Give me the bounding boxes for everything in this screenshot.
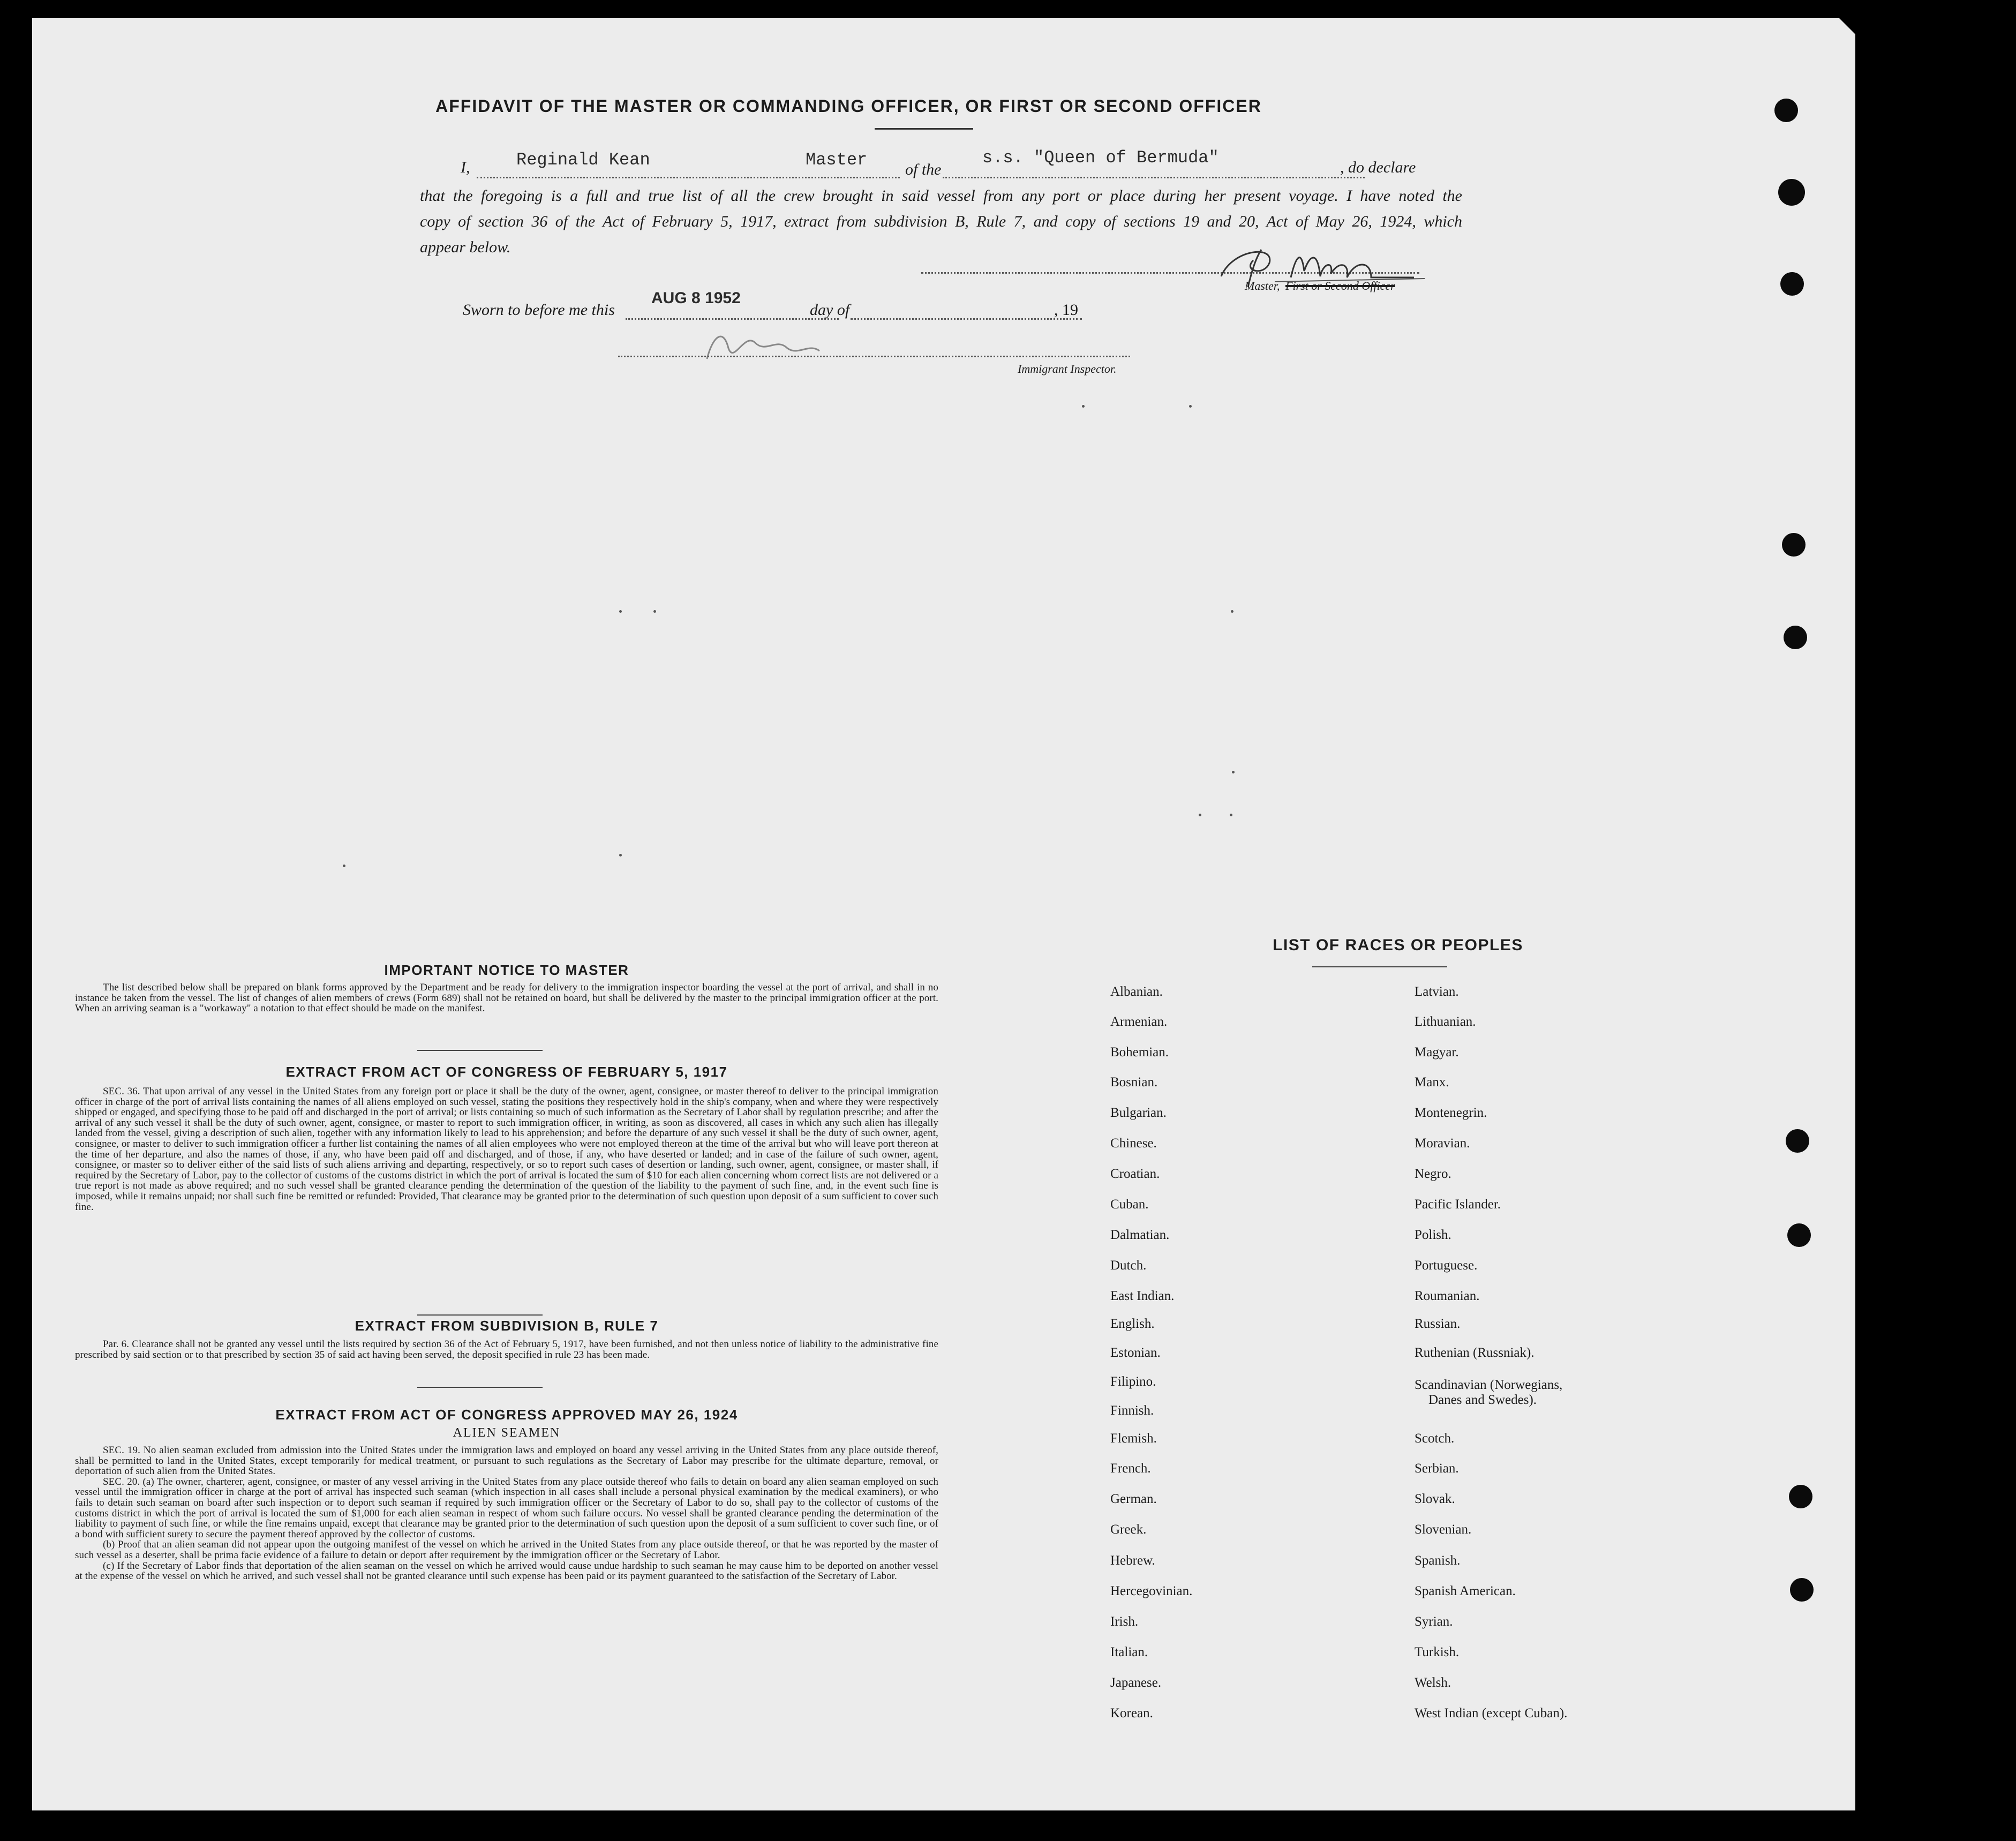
race-item: Welsh.: [1415, 1675, 1451, 1690]
race-item: English.: [1110, 1317, 1155, 1331]
race-item: Bohemian.: [1110, 1045, 1169, 1059]
race-item: Latvian.: [1415, 985, 1459, 999]
month-fill-line: [851, 318, 1082, 320]
stray-mark: [1082, 405, 1085, 408]
body-line-3: appear below.: [420, 238, 511, 256]
section-divider: [417, 1314, 543, 1316]
punch-hole: [1789, 1485, 1812, 1508]
race-item: Magyar.: [1415, 1045, 1459, 1059]
stray-mark: [1232, 771, 1235, 773]
race-item: Scotch.: [1415, 1431, 1455, 1446]
punch-hole: [1787, 1223, 1811, 1247]
inspector-caption: Immigrant Inspector.: [1018, 362, 1117, 375]
race-item: Korean.: [1110, 1706, 1153, 1720]
race-item: Dutch.: [1110, 1258, 1147, 1273]
race-item: German.: [1110, 1492, 1157, 1506]
extract-rule7-title: EXTRACT FROM SUBDIVISION B, RULE 7: [355, 1318, 659, 1334]
par-6-paragraph: Par. 6. Clearance shall not be granted any vessel until the lists required by section 36 of the Act of February 5, 1917, have been furnished, and not then unless notice of liability to the administrative fine prescribed by said section or to that prescribed by section 35 of said act having been served, the deposit specified in rule 23 has been made.: [75, 1339, 938, 1361]
race-item: Moravian.: [1415, 1136, 1470, 1151]
inspector-signature: [696, 321, 836, 370]
vessel-name: s.s. "Queen of Bermuda": [982, 148, 1219, 168]
race-item: Croatian.: [1110, 1167, 1160, 1181]
day-of-label: day of: [810, 301, 850, 319]
extract-1924-title: EXTRACT FROM ACT OF CONGRESS APPROVED MAY 26, 1924: [275, 1407, 738, 1423]
race-item: Slovak.: [1415, 1492, 1455, 1506]
sworn-date-line: [626, 318, 839, 320]
sworn-label: Sworn to before me this: [463, 301, 615, 319]
signature-caption-struck: First or Second Officer: [1285, 279, 1395, 292]
punch-hole: [1774, 99, 1798, 122]
punch-hole: [1784, 626, 1807, 649]
race-item: Negro.: [1415, 1167, 1451, 1181]
punch-hole: [1780, 272, 1804, 296]
race-item: Syrian.: [1415, 1614, 1453, 1629]
race-item: Manx.: [1415, 1075, 1449, 1089]
race-item: Lithuanian.: [1415, 1015, 1476, 1029]
sworn-date-stamp: AUG 8 1952: [651, 289, 741, 307]
race-item: East Indian.: [1110, 1289, 1175, 1303]
punch-hole: [1778, 179, 1805, 206]
stray-mark: [653, 610, 656, 613]
race-item: Filipino.: [1110, 1374, 1156, 1389]
race-item: Estonian.: [1110, 1346, 1161, 1360]
section-divider: [417, 1387, 543, 1388]
race-item: Dalmatian.: [1110, 1228, 1170, 1242]
race-item: Irish.: [1110, 1614, 1139, 1629]
alien-seamen-subtitle: ALIEN SEAMEN: [453, 1426, 561, 1440]
races-title-rule: [1312, 966, 1447, 967]
race-item: Japanese.: [1110, 1675, 1162, 1690]
stray-mark: [619, 854, 622, 856]
race-item: West Indian (except Cuban).: [1415, 1706, 1568, 1720]
punch-hole: [1790, 1578, 1814, 1602]
race-item: Slovenian.: [1415, 1522, 1472, 1537]
section-divider: [417, 1050, 543, 1051]
race-item: Chinese.: [1110, 1136, 1157, 1151]
race-item: Scandinavian (Norwegians,: [1415, 1378, 1563, 1392]
page-corner: [1839, 18, 1855, 34]
race-item: Hercegovinian.: [1110, 1584, 1193, 1598]
race-item: Polish.: [1415, 1228, 1451, 1242]
race-item: Greek.: [1110, 1522, 1147, 1537]
race-item: Ruthenian (Russniak).: [1415, 1346, 1534, 1360]
stray-mark: [1199, 814, 1201, 816]
punch-hole: [1782, 533, 1806, 557]
race-item: Portuguese.: [1415, 1258, 1478, 1273]
notice-paragraph: The list described below shall be prepared on blank forms approved by the Department and be ready for delivery to the immigration inspector boarding the vessel at the port of arrival, and shall in no instance be taken from the vessel. The list of changes of alien members of crews (Form 689) shall not be retained on board, but shall be delivered by the master to the principal immigration officer at the port. When an arriving seaman is a "workaway" a notation to that effect should be made on the manifest.: [75, 982, 938, 1015]
extract-1917-title: EXTRACT FROM ACT OF CONGRESS OF FEBRUARY 5, 1917: [285, 1064, 728, 1080]
manifest-page: [32, 18, 1855, 1810]
sec-20a-paragraph: SEC. 20. (a) The owner, charterer, agent, consignee, or master of any vessel arriving in the United States from any place outside thereof who fails to detain on board any alien seaman employed on such vessel until the immigration officer in charge at the port of arrival has inspected such seaman (which inspection in all cases shall include a personal physical examination by the medical examiners), or who fails to detain such seaman on board after such inspection or to deport such seaman if required by such immigration officer or the Secretary of Labor to do so, shall pay to the collector of customs of the customs district in which the port of arrival is located the sum of $1,000 for each alien seaman in respect of whom such failure occurs. No vessel shall be granted clearance pending the determination of the liability to payment of such fine, or while the fine remains unpaid, except that clearance may be granted prior to the determination of such question upon the deposit of a sum sufficient to cover such fine, or of a bond with sufficient surety to secure the payment thereof approved by the collector of customs.: [75, 1476, 938, 1540]
do-declare-label: , do declare: [1340, 159, 1416, 176]
race-item: Finnish.: [1110, 1403, 1154, 1418]
stray-mark: [1231, 610, 1233, 613]
notice-text: [75, 982, 938, 1014]
race-item: Bosnian.: [1110, 1075, 1158, 1089]
race-item: Cuban.: [1110, 1197, 1149, 1212]
body-line-1: that the foregoing is a full and true list of all the crew brought in said vessel from any port or place during her present voyage. I have noted the: [420, 187, 1462, 205]
stray-mark: [343, 865, 345, 867]
race-item: French.: [1110, 1461, 1151, 1476]
title-rule: [875, 128, 973, 130]
race-item: Montenegrin.: [1415, 1106, 1487, 1120]
race-item: Danes and Swedes).: [1428, 1393, 1537, 1407]
race-item: Armenian.: [1110, 1015, 1168, 1029]
race-item: Roumanian.: [1415, 1289, 1480, 1303]
signature-caption-master: Master,: [1245, 279, 1280, 292]
race-item: Hebrew.: [1110, 1553, 1155, 1568]
race-item: Turkish.: [1415, 1645, 1460, 1659]
race-item: Serbian.: [1415, 1461, 1459, 1476]
i-label: I,: [461, 159, 470, 176]
race-item: Russian.: [1415, 1317, 1461, 1331]
vessel-fill-line: [943, 177, 1365, 178]
stray-mark: [619, 610, 622, 613]
sec-20b-paragraph: (b) Proof that an alien seaman did not appear upon the outgoing manifest of the vessel on which he arrived in the United States from any place outside thereof, or that he was reported by the master of such vessel as a deserter, shall be prima facie evidence of a failure to detain or deport after requirement by the immigration officer or the Secretary of Labor.: [75, 1539, 938, 1561]
race-item: Italian.: [1110, 1645, 1148, 1659]
sec-36-paragraph: SEC. 36. That upon arrival of any vessel in the United States from any foreign port or place it shall be the duty of the owner, agent, consignee, or master thereof to deliver to the principal immigration officer in charge of the port of arrival lists containing the names of all aliens employed on such vessel, stating the positions they respectively hold in the ship's company, when and where they were respectively shipped or engaged, and specifying those to be paid off and discharged in the port of arrival; or lists containing so much of such information as the Secretary of Labor shall by regulation prescribe; and after the arrival of any such vessel it shall be the duty of such owner, agent, consignee, or master to report to such immigration officer, in writing, as soon as discovered, all cases in which any such alien has illegally landed from the vessel, giving a description of such alien, together with any information likely to lead to his apprehension; and before the departure of any such vessel it shall be the duty of such owner, agent, consignee, or master to deliver to such immigration officer a further list containing the names of all alien employees who were not employed thereon at the time of the arrival but who will leave port thereon at the time of her departure, and also the names of those, if any, who have been paid off and discharged, and of those, if any, who have deserted or landed; and in case of the failure of such owner, agent, consignee, or master so to deliver either of the said lists of such aliens arriving and departing, respectively, or so to report such cases of desertion or landing, such owner, agent, consignee, or master shall, if required by the Secretary of Labor, pay to the collector of customs of the customs district in which the port of arrival is located the sum of $10 for each alien concerning whom correct lists are not delivered or a true report is not made as above required; and no such vessel shall be granted clearance pending the determination of the question of the liability to the payment of such fine, and, in the event such fine is imposed, while it remains unpaid; nor shall such fine be remitted or refunded: Provided, That clearance may be granted prior to the determination of such question upon deposit of a sum sufficient to cover such fine.: [75, 1086, 938, 1213]
of-the-label: of the: [905, 161, 942, 178]
stray-mark: [1189, 405, 1192, 408]
race-item: Bulgarian.: [1110, 1106, 1167, 1120]
extract-rule7-text: [75, 1339, 938, 1360]
body-line-2: copy of section 36 of the Act of February 5, 1917, extract from subdivision B, Rule 7, and copy of sections 19 and 20, Act of May 26, 1924, which: [420, 213, 1462, 230]
year-label: , 19: [1054, 301, 1078, 319]
race-item: Flemish.: [1110, 1431, 1157, 1446]
race-item: Spanish American.: [1415, 1584, 1516, 1598]
affidavit-title: AFFIDAVIT OF THE MASTER OR COMMANDING OFFICER, OR FIRST OR SECOND OFFICER: [435, 96, 1262, 116]
race-item: Albanian.: [1110, 985, 1163, 999]
stray-mark: [1230, 814, 1232, 816]
punch-hole: [1786, 1129, 1809, 1153]
master-rank: Master: [806, 150, 868, 170]
extract-1924-text: [75, 1445, 938, 1582]
race-item: Spanish.: [1415, 1553, 1461, 1568]
extract-1917-text: [75, 1086, 938, 1212]
sec-20c-paragraph: (c) If the Secretary of Labor finds that deportation of the alien seaman on the vessel on which he arrived would cause undue hardship to such seaman he may cause him to be deported on another vessel at the expense of the vessel on which he arrived, and such vessel shall not be granted clearance until such expense has been paid or its payment guaranteed to the satisfaction of the Secretary of Labor.: [75, 1560, 938, 1582]
inspector-signature-line: [618, 356, 1130, 357]
master-name: Reginald Kean: [516, 150, 650, 170]
races-title: LIST OF RACES OR PEOPLES: [1273, 936, 1523, 954]
sec-19-paragraph: SEC. 19. No alien seaman excluded from admission into the United States under the immigration laws and employed on board any vessel arriving in the United States from any place outside thereof, shall be permitted to land in the United States, except temporarily for medical treatment, or pursuant to such regulations as the Secretary of Labor may prescribe for the ultimate departure, removal, or deportation of such alien from the United States.: [75, 1445, 938, 1477]
race-item: Pacific Islander.: [1415, 1197, 1501, 1212]
notice-title: IMPORTANT NOTICE TO MASTER: [384, 962, 629, 978]
name-fill-line: [477, 177, 900, 178]
